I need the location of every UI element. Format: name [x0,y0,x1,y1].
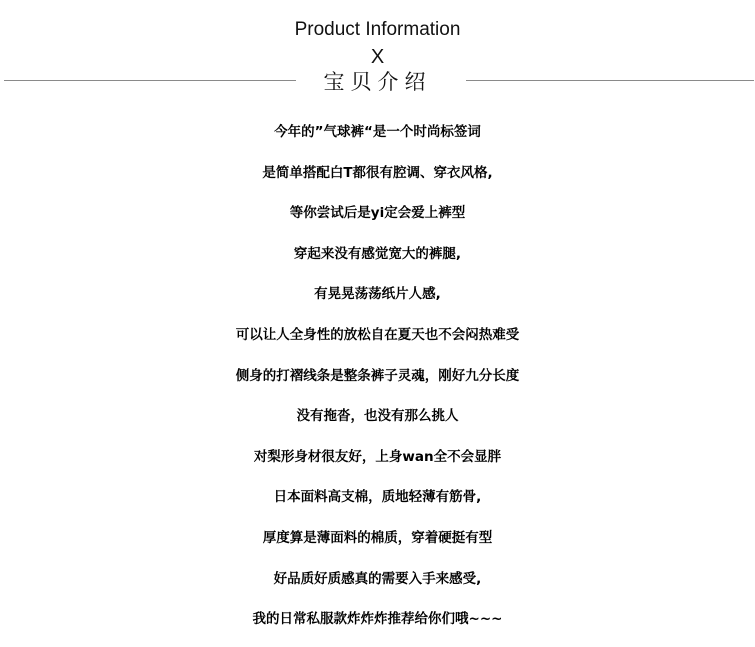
description-line: 厚度算是薄面料的棉质，穿着硬挺有型 [262,529,493,546]
description-line: 有晃晃荡荡纸片人感, [314,286,441,303]
description-line: 等你尝试后是yi定会爱上裤型 [289,205,466,222]
description-line: 穿起来没有感觉宽大的裤腿, [293,245,462,262]
description-line: 好品质好质感真的需要入手来感受, [273,570,482,587]
description-line: 没有拖沓，也没有那么挑人 [296,408,459,425]
title-separator-x: X [370,46,385,68]
description-line: 对梨形身材很友好，上身wan全不会显胖 [253,448,502,465]
divider-right [466,80,754,81]
title-chinese: 宝贝介绍 [323,70,432,94]
description-line: 是简单搭配白T都很有腔调、穿衣风格, [262,164,493,181]
description-line: 我的日常私服款炸炸炸推荐给你们哦~~~ [252,611,503,628]
description-line: 日本面料高支棉，质地轻薄有筋骨, [273,489,482,506]
product-description [0,119,755,647]
product-info-header [0,0,755,100]
description-line: 今年的”气球裤“是一个时尚标签词 [274,124,481,140]
description-line: 侧身的打褶线条是整条裤子灵魂，刚好九分长度 [235,367,520,384]
description-line: 可以让人全身性的放松自在夏天也不会闷热难受 [235,326,520,343]
title-english: Product Information [294,19,461,40]
